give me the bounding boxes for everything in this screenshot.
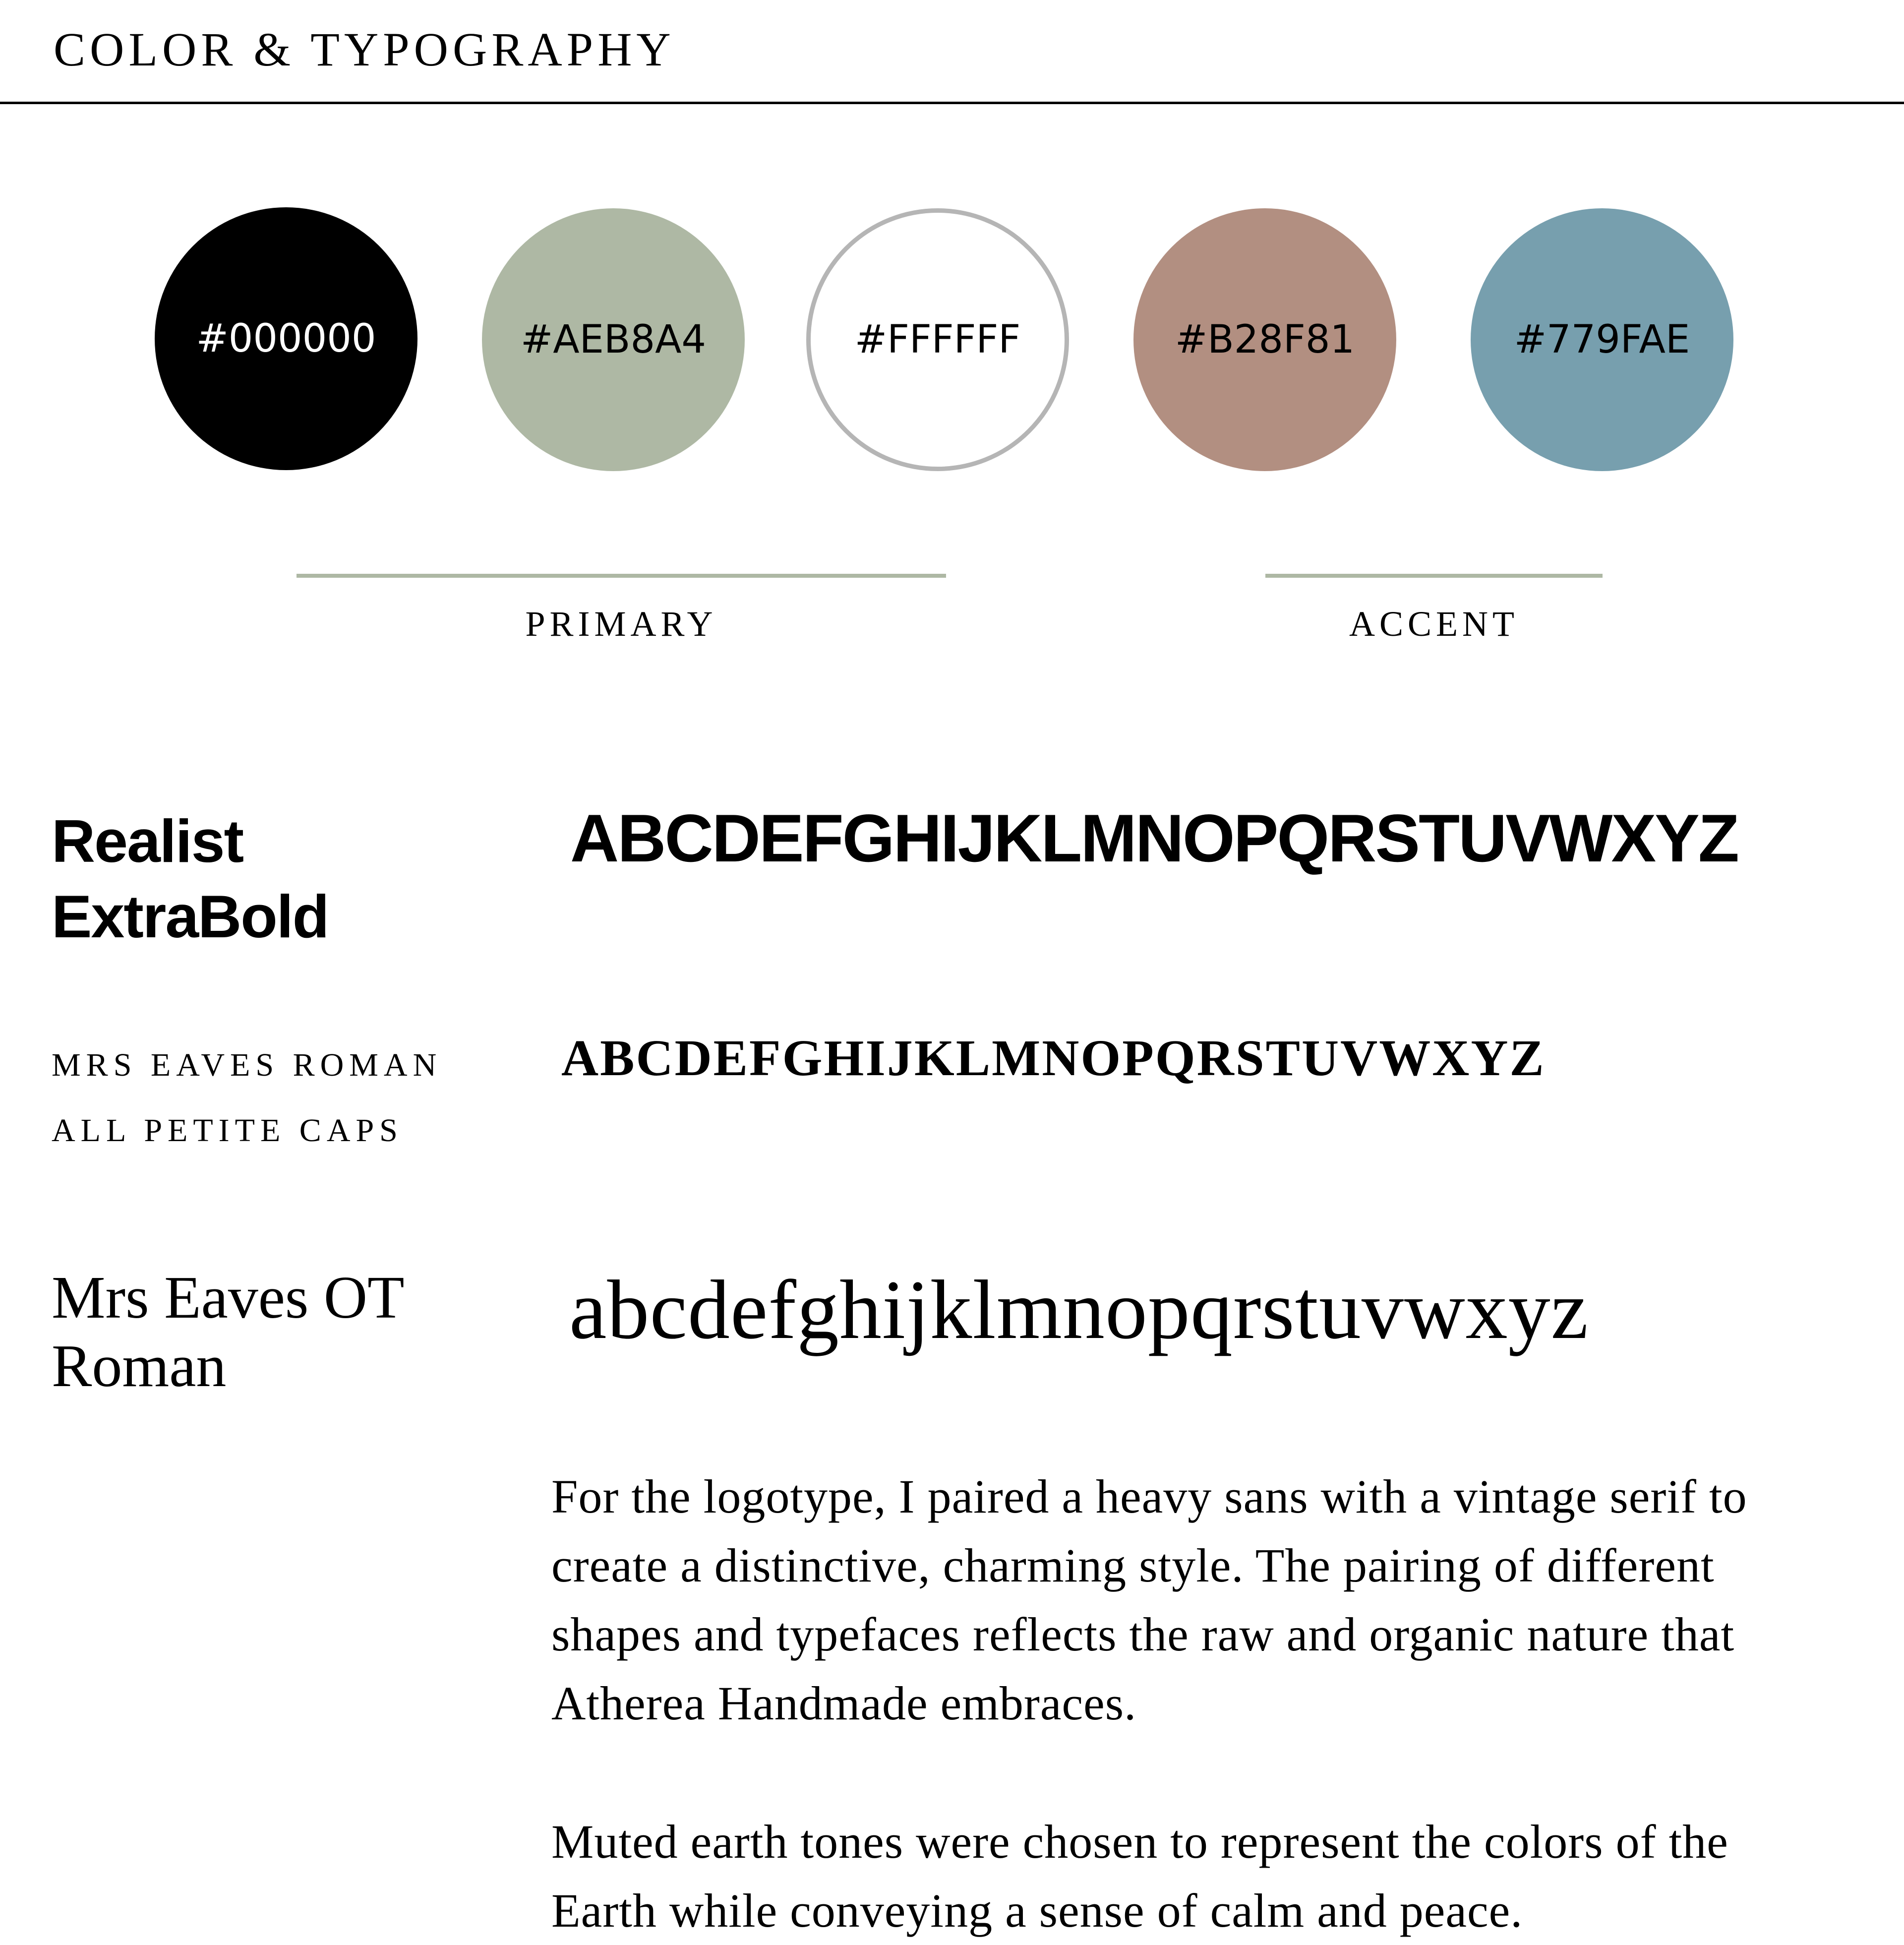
color-swatch-sage xyxy=(482,208,745,471)
swatch-hex-label: #779FAE xyxy=(1514,317,1690,362)
primary-group-label: PRIMARY xyxy=(525,604,717,644)
description-paragraph-typography: For the logotype, I paired a heavy sans with a vintage serif to create a distinctive, charming style. The pairing of different shapes and typefaces reflects the raw and organic nature that Atherea Handmade embraces. xyxy=(551,1470,1747,1730)
font-name-line: Roman xyxy=(52,1333,227,1399)
specimen-realist-uppercase: ABCDEFGHIJKLMNOPQRSTUVWXYZ xyxy=(570,800,1738,876)
swatch-hex-label: #FFFFFF xyxy=(854,317,1021,362)
font-name-line: Realist xyxy=(52,807,243,875)
font-name-realist xyxy=(52,803,328,954)
accent-group-divider xyxy=(1265,574,1603,578)
font-name-line: MRS EAVES ROMAN xyxy=(52,1047,442,1083)
color-swatch-white xyxy=(806,208,1069,471)
specimen-petite-caps-uppercase: ABCDEFGHIJKLMNOPQRSTUVWXYZ xyxy=(561,1030,1546,1087)
page-header xyxy=(0,0,1904,104)
font-name-mrs-eaves-roman xyxy=(52,1264,405,1400)
color-swatch-blue xyxy=(1471,208,1733,471)
accent-group-label: ACCENT xyxy=(1349,604,1519,644)
font-name-line: ALL PETITE CAPS xyxy=(52,1112,403,1149)
swatch-hex-label: #B28F81 xyxy=(1175,317,1355,362)
color-swatch-black xyxy=(155,207,417,470)
font-name-mrs-eaves-petite-caps xyxy=(52,1033,442,1163)
specimen-roman-lowercase: abcdefghijklmnopqrstuvwxyz xyxy=(569,1263,1589,1356)
swatch-hex-label: #AEB8A4 xyxy=(520,317,707,362)
swatch-hex-label: #000000 xyxy=(196,316,376,361)
page-title: COLOR & TYPOGRAPHY xyxy=(54,23,675,76)
font-name-line: Mrs Eaves OT xyxy=(52,1264,405,1331)
primary-group-divider xyxy=(297,574,946,578)
color-swatch-clay xyxy=(1133,208,1396,471)
description-paragraph-color: Muted earth tones were chosen to represent the colors of the Earth while conveying a sense of calm and peace. xyxy=(551,1815,1728,1937)
font-name-line: ExtraBold xyxy=(52,883,329,950)
